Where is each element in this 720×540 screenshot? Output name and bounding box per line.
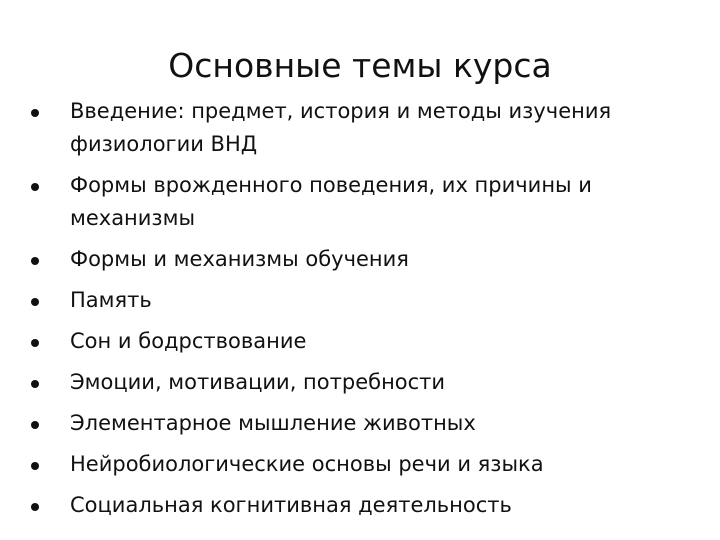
bullet-dot-icon <box>31 462 39 470</box>
topic-item <box>0 366 640 399</box>
bullet-dot-icon <box>31 339 39 347</box>
bullet-dot-icon <box>31 257 39 265</box>
topic-item <box>0 169 640 235</box>
bullet-dot-icon <box>31 380 39 388</box>
topic-item <box>0 243 640 276</box>
topic-text: Социальная когнитивная деятельность <box>70 493 512 517</box>
topic-text: Нейробиологические основы речи и языка <box>70 452 544 476</box>
topic-item <box>0 489 640 522</box>
topic-item <box>0 407 640 440</box>
bullet-dot-icon <box>31 421 39 429</box>
topic-text: Эмоции, мотивации, потребности <box>70 370 446 394</box>
topic-item <box>0 448 640 481</box>
topic-text: Сон и бодрствование <box>70 329 307 353</box>
slide-title: Основные темы курса <box>168 46 552 86</box>
bullet-dot-icon <box>31 109 39 117</box>
bullet-dot-icon <box>31 183 39 191</box>
topic-text: Введение: предмет, история и методы изучения физиологии ВНД <box>70 99 612 156</box>
bullet-dot-icon <box>31 503 39 511</box>
topic-text: Формы врожденного поведения, их причины и механизмы <box>70 173 592 230</box>
topic-item <box>0 284 640 317</box>
topic-item <box>0 325 640 358</box>
topic-text: Память <box>70 288 152 312</box>
topic-text: Формы и механизмы обучения <box>70 247 409 271</box>
bullet-dot-icon <box>31 298 39 306</box>
topic-list <box>0 95 720 530</box>
topic-text: Элементарное мышление животных <box>70 411 476 435</box>
topic-item <box>0 95 640 161</box>
